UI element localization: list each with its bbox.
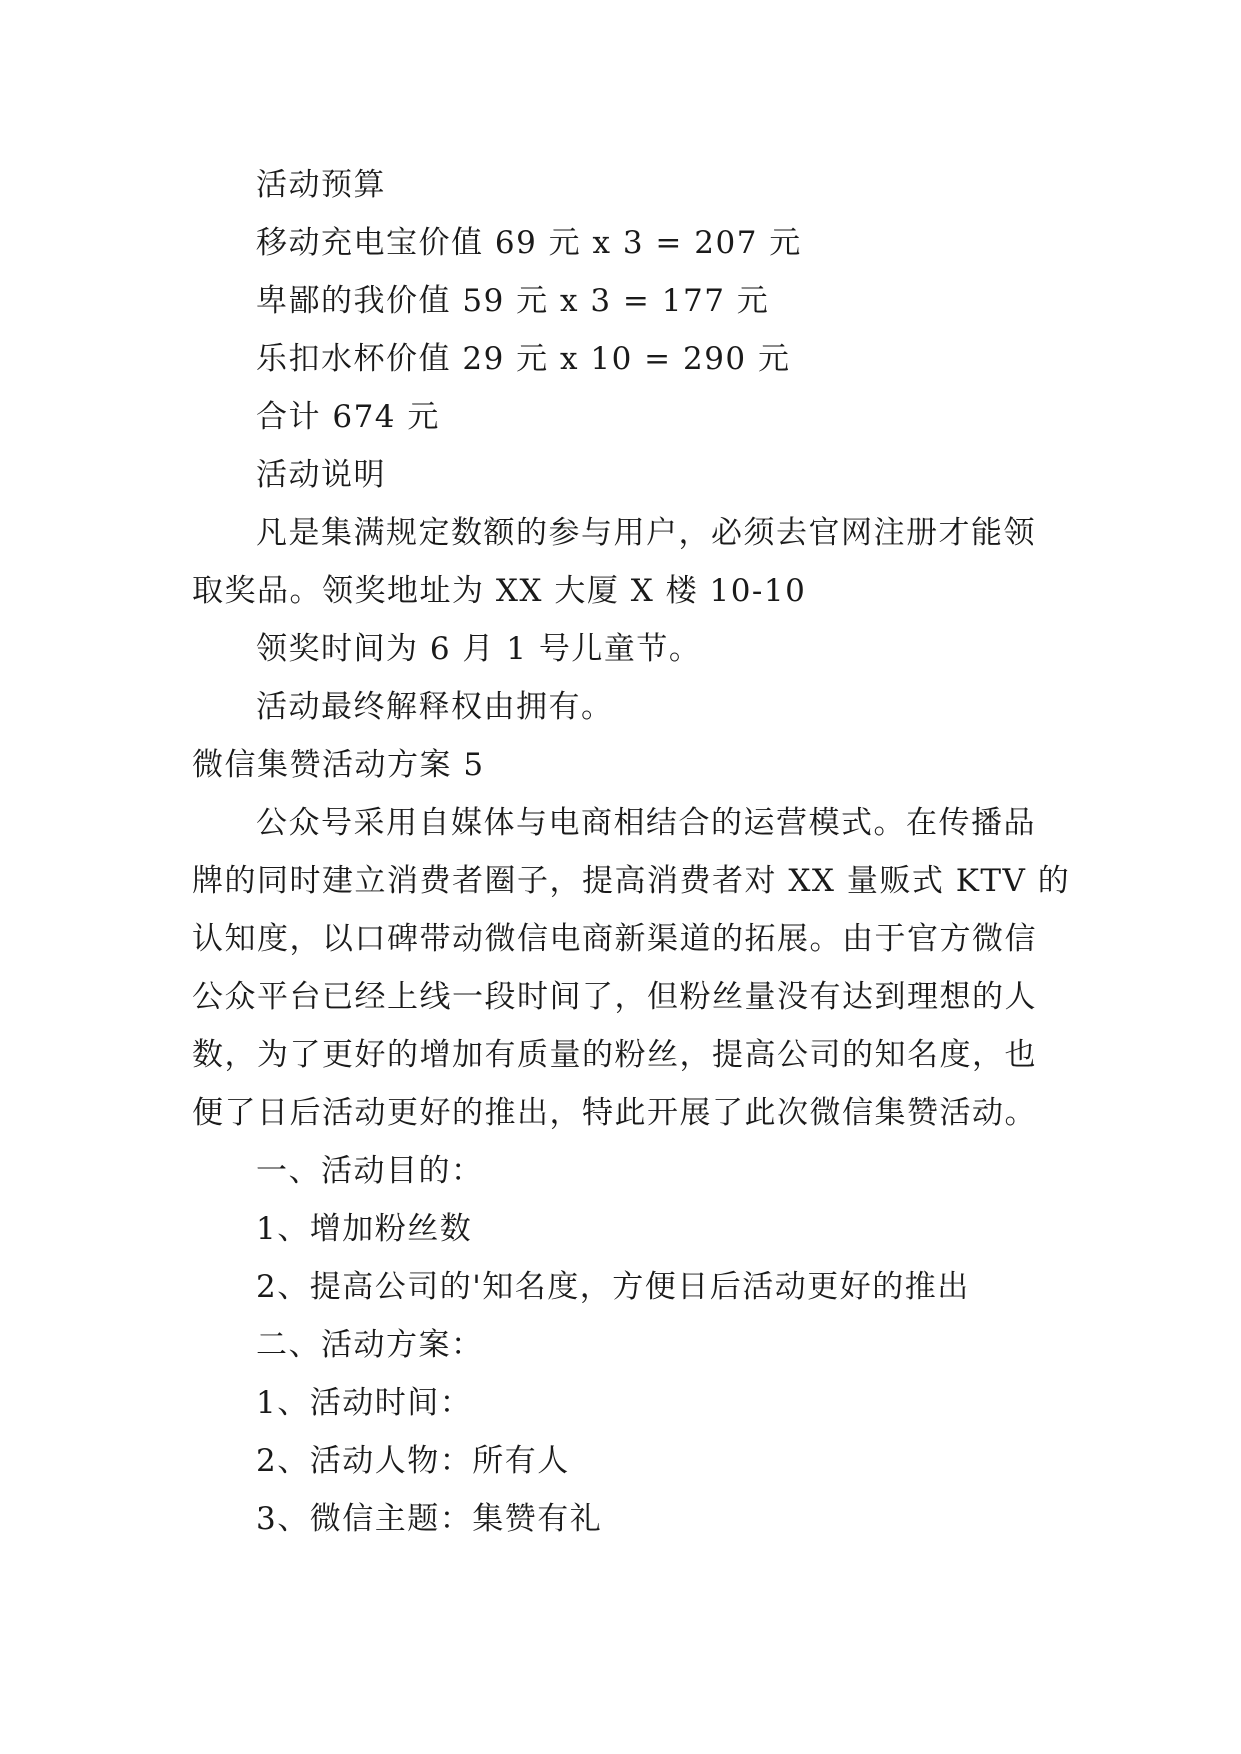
intro-line: 便了日后活动更好的推出，特此开展了此次微信集赞活动。 — [192, 1095, 1037, 1131]
scheme-heading: 二、活动方案： — [256, 1327, 484, 1363]
purpose-item: 1、增加粉丝数 — [256, 1211, 473, 1247]
budget-item: 卑鄙的我价值 59 元 x 3 = 177 元 — [256, 283, 770, 319]
intro-line: 公众号采用自媒体与电商相结合的运营模式。在传播品 — [256, 805, 1036, 841]
notes-paragraph-line: 凡是集满规定数额的参与用户，必须去官网注册才能领 — [256, 515, 1036, 551]
intro-line: 公众平台已经上线一段时间了，但粉丝量没有达到理想的人 — [192, 979, 1037, 1015]
intro-line: 认知度，以口碑带动微信电商新渠道的拓展。由于官方微信 — [192, 921, 1037, 957]
intro-line: 数，为了更好的增加有质量的粉丝，提高公司的知名度，也 — [192, 1037, 1037, 1073]
purpose-heading: 一、活动目的： — [256, 1153, 484, 1189]
notes-paragraph: 活动最终解释权由拥有。 — [256, 689, 614, 725]
scheme-item: 1、活动时间： — [256, 1385, 473, 1421]
scheme-item: 3、微信主题：集赞有礼 — [256, 1501, 603, 1537]
section-title: 微信集赞活动方案 5 — [192, 747, 485, 783]
budget-heading: 活动预算 — [256, 167, 386, 203]
budget-total: 合计 674 元 — [256, 399, 440, 435]
budget-item: 乐扣水杯价值 29 元 x 10 = 290 元 — [256, 341, 791, 377]
budget-item: 移动充电宝价值 69 元 x 3 = 207 元 — [256, 225, 802, 261]
purpose-item: 2、提高公司的'知名度，方便日后活动更好的推出 — [256, 1269, 970, 1305]
intro-line: 牌的同时建立消费者圈子，提高消费者对 XX 量贩式 KTV 的 — [192, 863, 1071, 899]
notes-heading: 活动说明 — [256, 457, 386, 493]
notes-paragraph-line: 取奖品。领奖地址为 XX 大厦 X 楼 10-10 — [192, 573, 807, 609]
notes-paragraph: 领奖时间为 6 月 1 号儿童节。 — [256, 631, 702, 667]
scheme-item: 2、活动人物：所有人 — [256, 1443, 570, 1479]
